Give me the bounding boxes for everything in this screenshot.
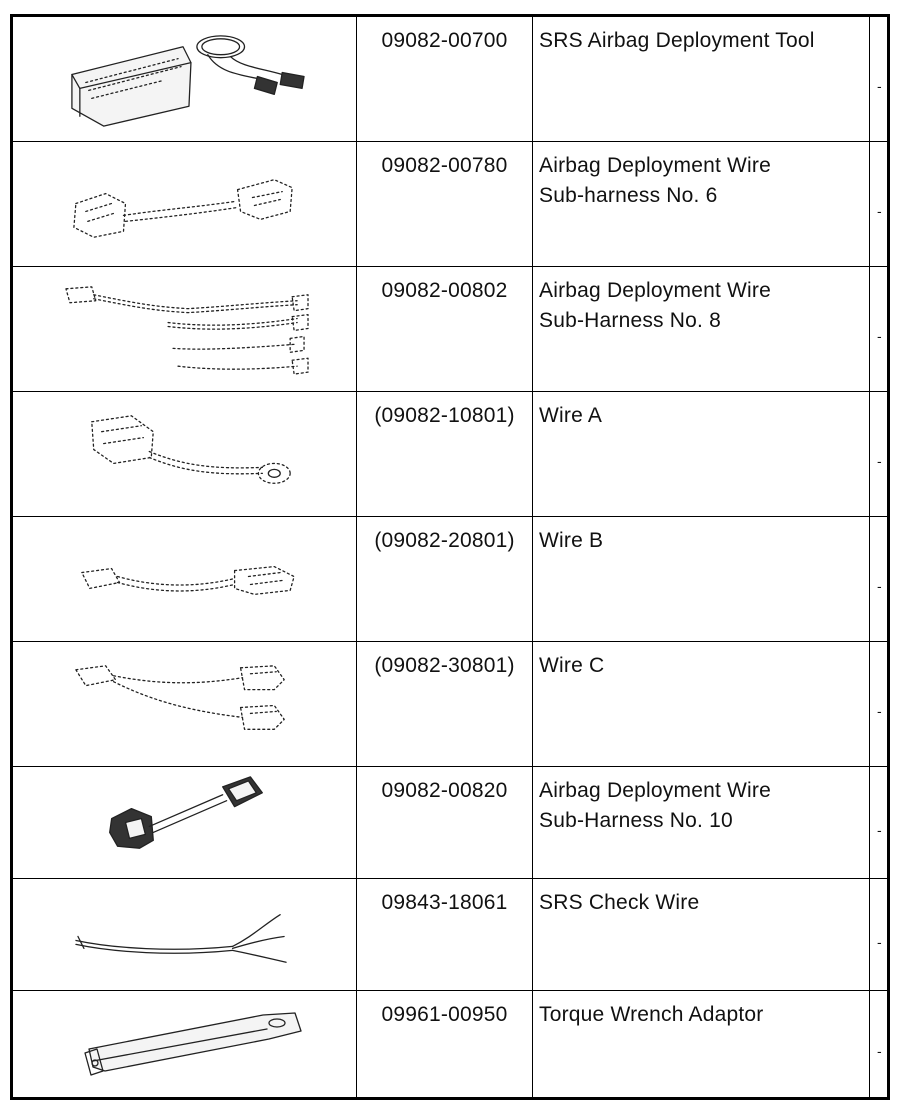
tool-image-cell (13, 879, 357, 990)
sub-harness-10-icon (13, 767, 357, 878)
sub-harness-8-icon (13, 267, 357, 391)
tool-name: Airbag Deployment Wire Sub-Harness No. 10 (539, 779, 771, 832)
part-number: (09082-10801) (374, 404, 515, 427)
tool-image-cell (13, 267, 357, 391)
table-row (13, 879, 887, 991)
note-cell (870, 642, 887, 766)
tool-image-cell (13, 517, 357, 641)
note-cell (870, 767, 887, 878)
deployment-tool-icon (13, 17, 357, 141)
part-number: (09082-20801) (374, 529, 515, 552)
part-number: 09082-00780 (381, 154, 508, 177)
tool-name: SRS Check Wire (539, 891, 700, 914)
part-number-cell (357, 267, 533, 391)
table-row (13, 991, 887, 1097)
note-cell (870, 392, 887, 516)
part-number: 09082-00820 (381, 779, 508, 802)
note-dash: - (877, 1043, 882, 1059)
tools-table (10, 14, 890, 1100)
note-dash: - (877, 78, 882, 94)
tool-image-cell (13, 142, 357, 266)
tool-name: Wire C (539, 654, 605, 677)
tool-image-cell (13, 392, 357, 516)
table-row (13, 17, 887, 142)
tool-name-cell (533, 17, 870, 141)
tool-name: Wire A (539, 404, 603, 427)
tool-image-cell (13, 991, 357, 1097)
note-dash: - (877, 933, 882, 950)
tool-name: Airbag Deployment Wire Sub-harness No. 6 (539, 154, 771, 207)
tool-name-cell (533, 142, 870, 266)
part-number: 09843-18061 (381, 891, 508, 914)
wire-c-icon (13, 642, 357, 766)
wire-b-icon (13, 517, 357, 641)
note-dash: - (877, 703, 882, 719)
table-row (13, 767, 887, 879)
tool-name-cell (533, 642, 870, 766)
tool-name: Torque Wrench Adaptor (539, 1003, 764, 1026)
part-number-cell (357, 879, 533, 990)
tool-name-cell (533, 267, 870, 391)
part-number-cell (357, 642, 533, 766)
tool-name: SRS Airbag Deployment Tool (539, 29, 815, 52)
part-number: (09082-30801) (374, 654, 515, 677)
tool-name-cell (533, 879, 870, 990)
tool-name-cell (533, 991, 870, 1097)
tool-image-cell (13, 17, 357, 141)
tool-name-cell (533, 767, 870, 878)
part-number-cell (357, 142, 533, 266)
note-cell (870, 267, 887, 391)
tool-name-cell (533, 392, 870, 516)
tool-image-cell (13, 767, 357, 878)
table-row (13, 267, 887, 392)
part-number-cell (357, 17, 533, 141)
table-row (13, 517, 887, 642)
wire-a-icon (13, 392, 357, 516)
note-cell (870, 517, 887, 641)
note-dash: - (877, 328, 882, 344)
part-number-cell (357, 392, 533, 516)
part-number-cell (357, 517, 533, 641)
note-cell (870, 991, 887, 1097)
note-dash: - (877, 453, 882, 469)
part-number: 09082-00802 (381, 279, 508, 302)
part-number-cell (357, 991, 533, 1097)
torque-wrench-adaptor-icon (13, 991, 357, 1097)
note-dash: - (877, 203, 882, 219)
tool-name-cell (533, 517, 870, 641)
part-number: 09961-00950 (381, 1003, 508, 1026)
table-row (13, 642, 887, 767)
tool-name: Wire B (539, 529, 604, 552)
note-cell (870, 142, 887, 266)
part-number: 09082-00700 (381, 29, 508, 52)
check-wire-icon (13, 879, 357, 990)
part-number-cell (357, 767, 533, 878)
tool-name: Airbag Deployment Wire Sub-Harness No. 8 (539, 279, 771, 332)
tool-image-cell (13, 642, 357, 766)
note-dash: - (877, 821, 882, 838)
sub-harness-6-icon (13, 142, 357, 266)
table-row (13, 392, 887, 517)
note-cell (870, 17, 887, 141)
note-dash: - (877, 578, 882, 594)
note-cell (870, 879, 887, 990)
table-row (13, 142, 887, 267)
